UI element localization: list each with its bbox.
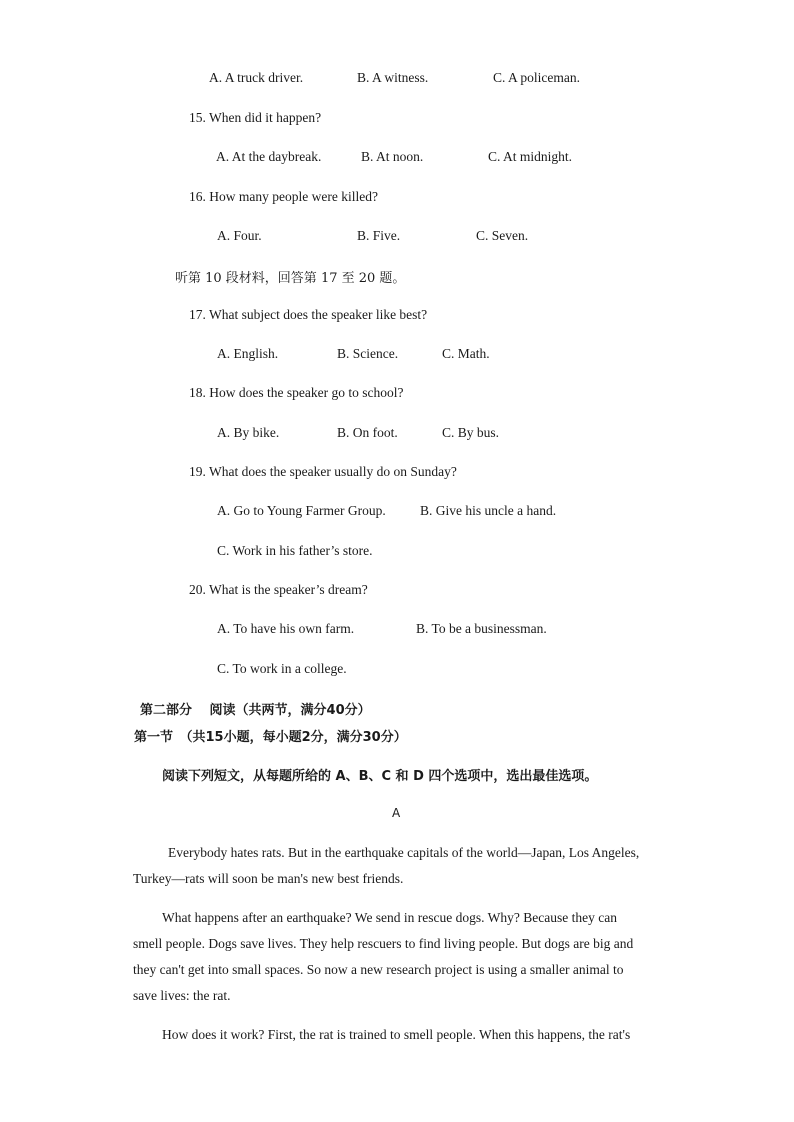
passage-line: How does it work? First, the rat is trained to smell people. When this happens, the rat's [162, 1027, 631, 1042]
q14-option-c: C. A policeman. [493, 70, 580, 85]
passage-line: save lives: the rat. [133, 988, 231, 1003]
q17-option-a: A. English. [217, 346, 279, 361]
q15-option-a: A. At the daybreak. [216, 149, 322, 164]
q14-option-a: A. A truck driver. [209, 70, 304, 85]
q19-option-b: B. Give his uncle a hand. [420, 503, 557, 518]
q20-option-c: C. To work in a college. [217, 661, 347, 676]
q16-option-c: C. Seven. [476, 228, 529, 243]
q16-option-b: B. Five. [357, 228, 401, 243]
q17-question: 17. What subject does the speaker like best? [189, 307, 428, 322]
passage-line: Turkey—rats will soon be man's new best friends. [133, 871, 404, 886]
q20-question: 20. What is the speaker’s dream? [189, 582, 368, 597]
reading-instruction: 阅读下列短文，从每题所给的 A、B、C 和 D 四个选项中，选出最佳选项。 [162, 769, 598, 784]
passage-label: A [392, 806, 401, 820]
q14-option-b: B. A witness. [357, 70, 429, 85]
q18-option-a: A. By bike. [217, 425, 280, 440]
q19-question: 19. What does the speaker usually do on Sunday? [189, 464, 457, 479]
q16-option-a: A. Four. [217, 228, 262, 243]
q15-option-b: B. At noon. [361, 149, 424, 164]
q19-option-a: A. Go to Young Farmer Group. [217, 503, 386, 518]
part-two-heading: 第二部分 阅读（共两节，满分40分） [140, 703, 371, 718]
passage-line: they can't get into small spaces. So now a new research project is using a smaller animal to [133, 962, 624, 977]
q17-option-c: C. Math. [442, 346, 490, 361]
q15-question: 15. When did it happen? [189, 110, 322, 125]
passage-line: smell people. Dogs save lives. They help rescuers to find living people. But dogs are big and [133, 936, 634, 951]
q20-option-a: A. To have his own farm. [217, 621, 355, 636]
q20-option-b: B. To be a businessman. [416, 621, 547, 636]
q18-option-b: B. On foot. [337, 425, 398, 440]
section-one-heading: 第一节 （共15小题，每小题2分，满分30分） [134, 730, 407, 745]
passage-line: What happens after an earthquake? We send in rescue dogs. Why? Because they can [162, 910, 617, 925]
q15-option-c: C. At midnight. [488, 149, 573, 164]
q18-question: 18. How does the speaker go to school? [189, 385, 404, 400]
listening-instruction-10: 听第 10 段材料，回答第 17 至 20 题。 [175, 271, 406, 286]
q17-option-b: B. Science. [337, 346, 399, 361]
q18-option-c: C. By bus. [442, 425, 500, 440]
q16-question: 16. How many people were killed? [189, 189, 378, 204]
passage-line: Everybody hates rats. But in the earthquake capitals of the world—Japan, Los Angeles, [168, 845, 640, 860]
q19-option-c: C. Work in his father’s store. [217, 543, 373, 558]
